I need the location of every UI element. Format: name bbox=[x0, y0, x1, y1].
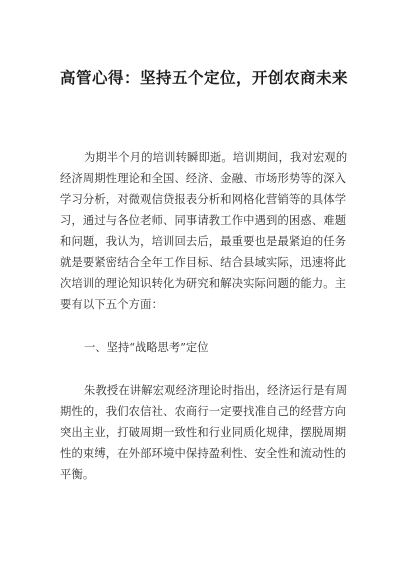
section1-line: 期性的，我们农信社、农商行一定要找准自己的经营方向 bbox=[60, 405, 347, 418]
intro-line: 次培训的理论知识转化为研究和解决实际问题的能力。主 bbox=[60, 277, 347, 290]
section1-line: 平衡。 bbox=[60, 468, 95, 481]
section1-line: 性的束缚，在外部环境中保持盈利性、安全性和流动性的 bbox=[60, 447, 347, 460]
intro-line: 习，通过与各位老师、同事请教工作中遇到的困惑、难题 bbox=[60, 214, 347, 227]
section-heading: 一、坚持“战略思考”定位 bbox=[84, 341, 209, 354]
intro-line: 和问题，我认为，培训回去后，最重要也是最紧迫的任务 bbox=[60, 235, 347, 248]
document-title: 高管心得：坚持五个定位，开创农商未来 bbox=[59, 69, 348, 87]
section-heading-block bbox=[60, 337, 356, 358]
intro-line: 就是要紧密结合全年工作目标、结合县域实际，迅速将此 bbox=[60, 256, 347, 269]
section1-line: 突出主业，打破周期一致性和行业同质化规律，摆脱周期 bbox=[60, 426, 347, 439]
section1-line: 朱教授在讲解宏观经济理论时指出，经济运行是有周 bbox=[84, 384, 348, 397]
intro-paragraph bbox=[60, 147, 356, 315]
intro-line: 为期半个月的培训转瞬即逝。培训期间，我对宏观的 bbox=[84, 151, 348, 164]
intro-line: 学习分析，对微观信贷报表分析和网格化营销等的具体学 bbox=[60, 193, 347, 206]
section1-paragraph bbox=[60, 380, 356, 485]
intro-line: 经济周期性理论和全国、经济、金融、市场形势等的深入 bbox=[60, 172, 347, 185]
intro-line: 要有以下五个方面： bbox=[60, 298, 164, 311]
